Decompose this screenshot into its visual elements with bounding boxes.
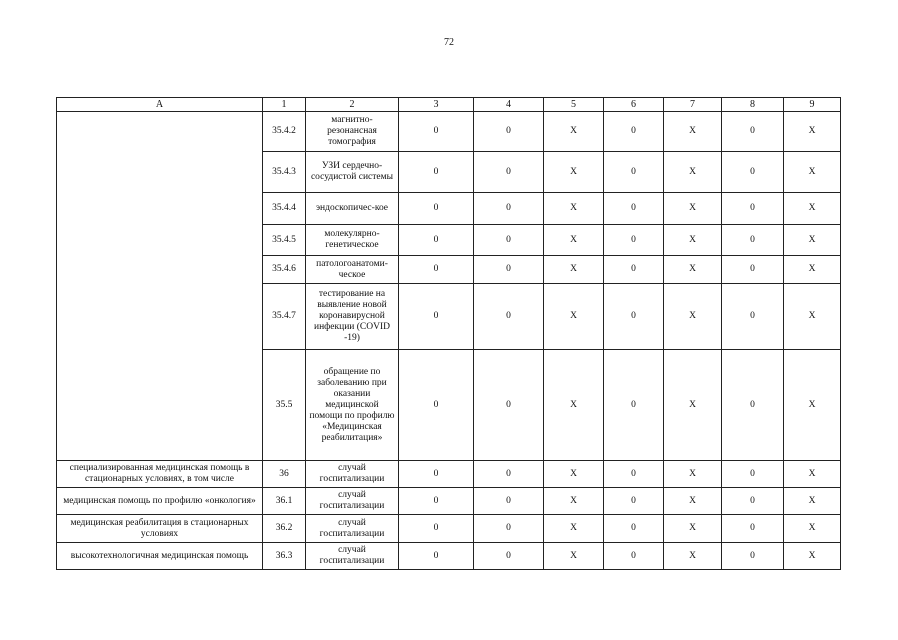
- header-cell: 2: [306, 98, 399, 112]
- row-name-cell: молекулярно-генетическое: [306, 225, 399, 256]
- value-cell: 0: [399, 515, 474, 543]
- header-cell: 7: [664, 98, 722, 112]
- value-cell: Х: [544, 488, 604, 515]
- header-cell: 9: [784, 98, 841, 112]
- value-cell: 0: [474, 193, 544, 225]
- value-cell: Х: [784, 225, 841, 256]
- value-cell: 0: [604, 350, 664, 461]
- table-row: [57, 461, 841, 488]
- value-cell: 0: [604, 284, 664, 350]
- value-cell: 0: [399, 256, 474, 284]
- value-cell: 0: [604, 543, 664, 570]
- value-cell: Х: [784, 193, 841, 225]
- value-cell: 0: [722, 152, 784, 193]
- row-number-cell: 35.4.6: [263, 256, 306, 284]
- value-cell: 0: [474, 350, 544, 461]
- row-number-cell: 35.4.7: [263, 284, 306, 350]
- value-cell: 0: [474, 284, 544, 350]
- value-cell: 0: [722, 350, 784, 461]
- value-cell: Х: [544, 284, 604, 350]
- value-cell: 0: [399, 488, 474, 515]
- value-cell: Х: [544, 256, 604, 284]
- row-name-cell: случай госпитализации: [306, 515, 399, 543]
- value-cell: Х: [784, 461, 841, 488]
- page-number: 72: [444, 37, 454, 48]
- value-cell: 0: [474, 488, 544, 515]
- value-cell: 0: [474, 225, 544, 256]
- row-name-cell: УЗИ сердечно-сосудистой системы: [306, 152, 399, 193]
- value-cell: Х: [544, 461, 604, 488]
- row-number-cell: 36.3: [263, 543, 306, 570]
- value-cell: Х: [784, 488, 841, 515]
- value-cell: Х: [784, 515, 841, 543]
- value-cell: 0: [474, 515, 544, 543]
- value-cell: 0: [722, 461, 784, 488]
- value-cell: 0: [474, 461, 544, 488]
- value-cell: Х: [664, 284, 722, 350]
- header-cell: 5: [544, 98, 604, 112]
- value-cell: Х: [784, 256, 841, 284]
- row-name-cell: эндоскопичес-кое: [306, 193, 399, 225]
- value-cell: Х: [544, 152, 604, 193]
- row-name-cell: обращение по заболеванию при оказании медицинской помощи по профилю «Медицинская реабилитация»: [306, 350, 399, 461]
- row-number-cell: 36: [263, 461, 306, 488]
- value-cell: 0: [722, 256, 784, 284]
- value-cell: 0: [604, 193, 664, 225]
- row-number-cell: 35.4.5: [263, 225, 306, 256]
- section-label-cell: [57, 112, 263, 461]
- value-cell: Х: [784, 284, 841, 350]
- row-name-cell: случай госпитализации: [306, 488, 399, 515]
- value-cell: 0: [399, 350, 474, 461]
- value-cell: 0: [474, 112, 544, 152]
- value-cell: 0: [722, 284, 784, 350]
- value-cell: Х: [784, 543, 841, 570]
- value-cell: 0: [604, 488, 664, 515]
- value-cell: 0: [604, 225, 664, 256]
- value-cell: 0: [722, 112, 784, 152]
- value-cell: 0: [399, 543, 474, 570]
- value-cell: Х: [664, 193, 722, 225]
- value-cell: Х: [664, 256, 722, 284]
- header-cell: 1: [263, 98, 306, 112]
- value-cell: Х: [784, 152, 841, 193]
- header-cell: 6: [604, 98, 664, 112]
- value-cell: Х: [664, 350, 722, 461]
- value-cell: 0: [399, 193, 474, 225]
- header-cell: 3: [399, 98, 474, 112]
- value-cell: Х: [664, 461, 722, 488]
- row-number-cell: 35.4.2: [263, 112, 306, 152]
- header-cell: А: [57, 98, 263, 112]
- value-cell: 0: [604, 256, 664, 284]
- row-name-cell: случай госпитализации: [306, 543, 399, 570]
- value-cell: Х: [664, 488, 722, 515]
- value-cell: 0: [474, 256, 544, 284]
- value-cell: 0: [399, 461, 474, 488]
- value-cell: 0: [722, 193, 784, 225]
- value-cell: 0: [604, 152, 664, 193]
- row-name-cell: тестирование на выявление новой коронавирусной инфекции (COVID -19): [306, 284, 399, 350]
- table-row: [57, 543, 841, 570]
- row-number-cell: 35.4.4: [263, 193, 306, 225]
- row-name-cell: магнитно-резонансная томография: [306, 112, 399, 152]
- value-cell: 0: [474, 152, 544, 193]
- value-cell: Х: [664, 543, 722, 570]
- table-row: [57, 488, 841, 515]
- value-cell: 0: [722, 225, 784, 256]
- value-cell: Х: [544, 193, 604, 225]
- row-label-cell: медицинская реабилитация в стационарных условиях: [57, 515, 263, 543]
- value-cell: Х: [664, 112, 722, 152]
- row-number-cell: 35.5: [263, 350, 306, 461]
- value-cell: Х: [544, 112, 604, 152]
- row-number-cell: 36.2: [263, 515, 306, 543]
- row-name-cell: случай госпитализации: [306, 461, 399, 488]
- row-name-cell: патологоанатоми-ческое: [306, 256, 399, 284]
- value-cell: 0: [399, 152, 474, 193]
- value-cell: Х: [544, 350, 604, 461]
- data-table: [56, 97, 841, 570]
- header-row: [57, 98, 841, 112]
- value-cell: Х: [664, 225, 722, 256]
- value-cell: 0: [722, 488, 784, 515]
- value-cell: Х: [784, 350, 841, 461]
- row-number-cell: 36.1: [263, 488, 306, 515]
- row-label-cell: высокотехнологичная медицинская помощь: [57, 543, 263, 570]
- table-row: [57, 515, 841, 543]
- row-label-cell: медицинская помощь по профилю «онкология»: [57, 488, 263, 515]
- value-cell: 0: [604, 515, 664, 543]
- table-row: [57, 112, 841, 152]
- value-cell: Х: [784, 112, 841, 152]
- row-label-cell: специализированная медицинская помощь в стационарных условиях, в том числе: [57, 461, 263, 488]
- value-cell: 0: [399, 112, 474, 152]
- value-cell: Х: [664, 152, 722, 193]
- value-cell: 0: [474, 543, 544, 570]
- value-cell: 0: [604, 112, 664, 152]
- value-cell: Х: [544, 225, 604, 256]
- header-cell: 8: [722, 98, 784, 112]
- value-cell: Х: [544, 515, 604, 543]
- header-cell: 4: [474, 98, 544, 112]
- value-cell: Х: [664, 515, 722, 543]
- value-cell: Х: [544, 543, 604, 570]
- value-cell: 0: [399, 225, 474, 256]
- value-cell: 0: [722, 515, 784, 543]
- value-cell: 0: [399, 284, 474, 350]
- row-number-cell: 35.4.3: [263, 152, 306, 193]
- value-cell: 0: [722, 543, 784, 570]
- value-cell: 0: [604, 461, 664, 488]
